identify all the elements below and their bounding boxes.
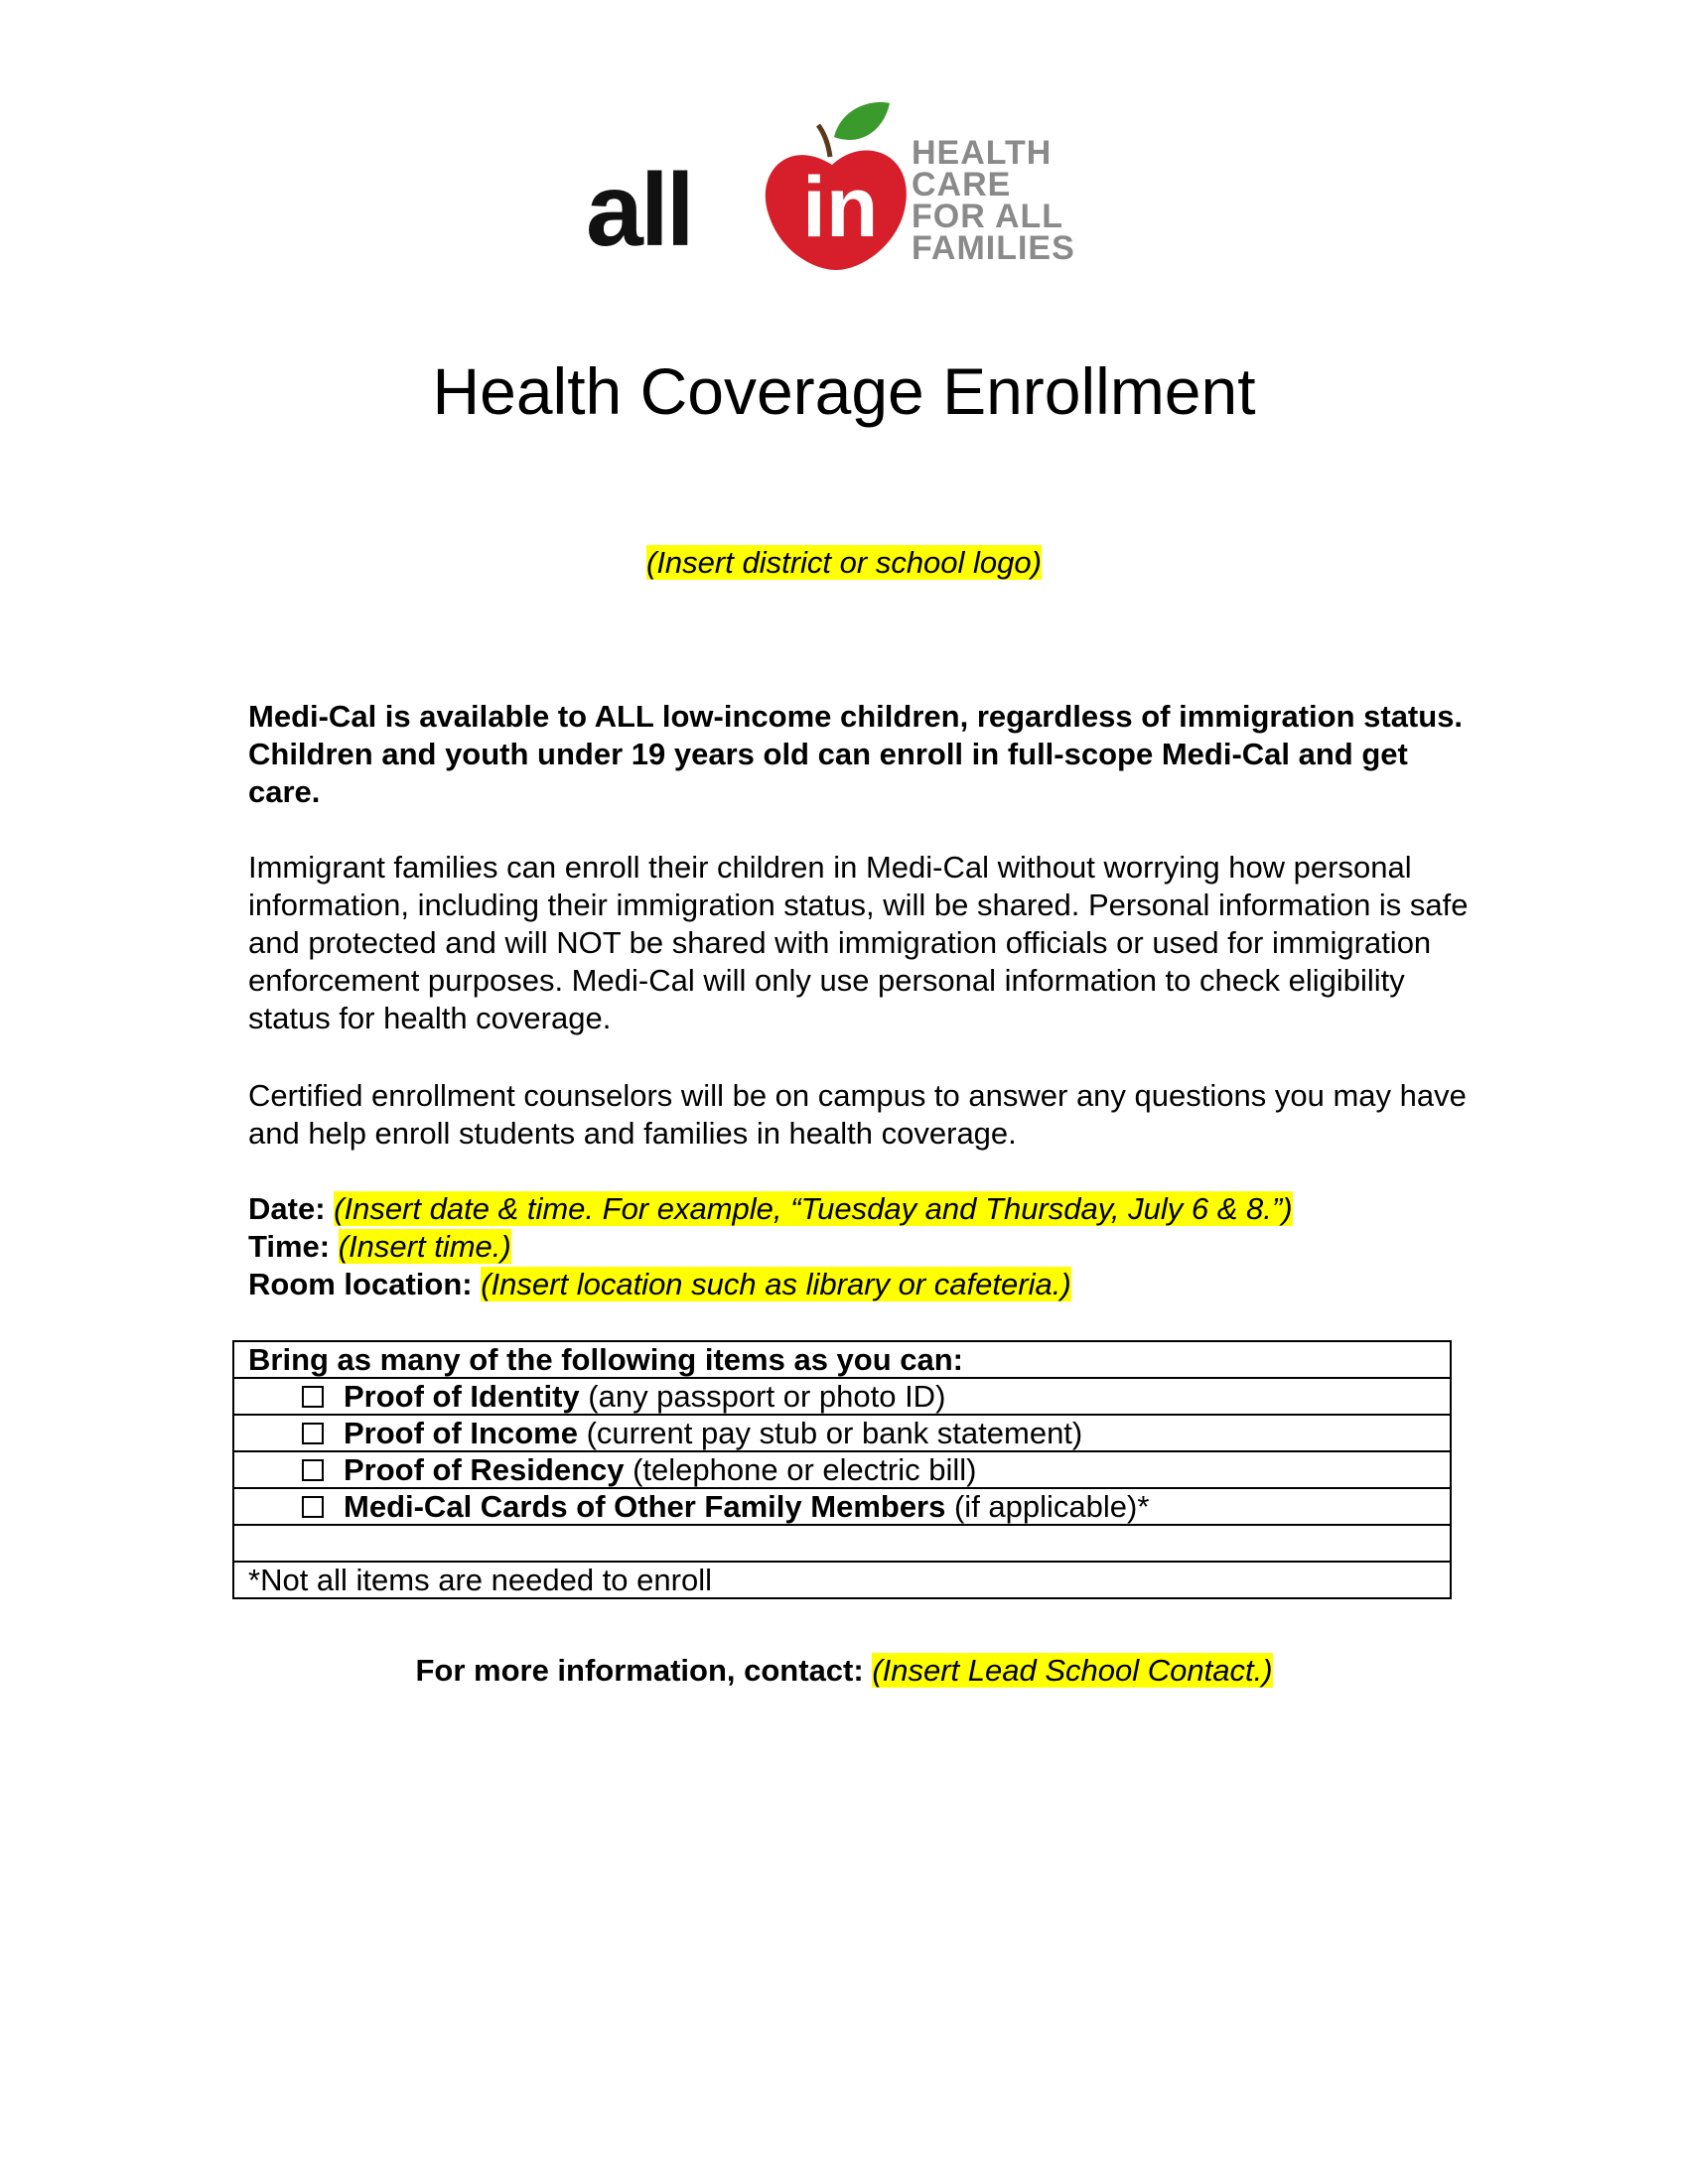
tagline-line: FAMILIES bbox=[912, 229, 1075, 267]
contact-label: For more information, contact: bbox=[415, 1653, 873, 1688]
intro-paragraph: Medi-Cal is available to ALL low-income children, regardless of immigration status. Children and youth under 19 years old can enroll in full-scope Medi-Cal and get care. bbox=[248, 699, 1464, 809]
all-in-logo bbox=[586, 95, 1102, 284]
checklist-header: Bring as many of the following items as you can: bbox=[233, 1341, 1451, 1378]
tagline-line: HEALTH bbox=[912, 134, 1053, 172]
checklist-table bbox=[232, 1340, 1452, 1599]
checkbox-icon[interactable] bbox=[302, 1423, 324, 1444]
contact-value: (Insert Lead School Contact.) bbox=[872, 1653, 1273, 1688]
item-detail: (current pay stub or bank statement) bbox=[577, 1416, 1083, 1450]
item-detail: (if applicable)* bbox=[945, 1489, 1150, 1524]
checklist-item bbox=[233, 1378, 1451, 1415]
logo-placeholder bbox=[0, 544, 1688, 582]
table-row bbox=[233, 1378, 1451, 1415]
checkbox-icon[interactable] bbox=[302, 1459, 324, 1481]
date-line bbox=[248, 1190, 1479, 1228]
table-row bbox=[233, 1415, 1451, 1451]
tagline-line: CARE bbox=[912, 166, 1012, 204]
item-detail: (any passport or photo ID) bbox=[579, 1379, 946, 1414]
counselors-paragraph: Certified enrollment counselors will be on campus to answer any questions you may have and help enroll students and families in health coverage. bbox=[248, 1078, 1467, 1151]
table-row bbox=[233, 1525, 1451, 1562]
apple-icon bbox=[745, 95, 914, 284]
item-label: Proof of Income bbox=[344, 1416, 578, 1450]
checklist-item bbox=[233, 1415, 1451, 1451]
table-row bbox=[233, 1562, 1451, 1598]
item-detail: (telephone or electric bill) bbox=[624, 1452, 977, 1487]
checklist-footnote: *Not all items are needed to enroll bbox=[233, 1562, 1451, 1598]
empty-cell bbox=[233, 1525, 1451, 1562]
logo-placeholder-text: (Insert district or school logo) bbox=[646, 545, 1042, 580]
time-label: Time: bbox=[248, 1229, 331, 1264]
checkbox-icon[interactable] bbox=[302, 1386, 324, 1408]
logo-word-in: in bbox=[802, 160, 879, 255]
table-row bbox=[233, 1341, 1451, 1378]
checklist-item bbox=[233, 1451, 1451, 1488]
room-line bbox=[248, 1266, 1479, 1303]
time-line bbox=[248, 1228, 1479, 1266]
logo-tagline bbox=[912, 134, 1075, 267]
event-details bbox=[248, 1190, 1479, 1303]
privacy-paragraph: Immigrant families can enroll their children in Medi-Cal without worrying how personal information, including their immigration status, will be shared. Personal information is safe and protected and will NOT be shared with immigration officials or used for immigration enforcement purposes. Medi-Cal will only use personal information to check eligibility status for health coverage. bbox=[248, 850, 1469, 1035]
date-label: Date: bbox=[248, 1191, 326, 1226]
table-row bbox=[233, 1451, 1451, 1488]
item-label: Proof of Residency bbox=[344, 1452, 625, 1487]
item-label: Proof of Identity bbox=[344, 1379, 580, 1414]
tagline-line: FOR ALL bbox=[912, 198, 1064, 235]
time-value: (Insert time.) bbox=[338, 1229, 511, 1264]
checklist-item bbox=[233, 1488, 1451, 1525]
table-row bbox=[233, 1488, 1451, 1525]
contact-line bbox=[0, 1652, 1688, 1690]
date-value: (Insert date & time. For example, “Tuesday and Thursday, July 6 & 8.”) bbox=[334, 1191, 1293, 1226]
item-label: Medi-Cal Cards of Other Family Members bbox=[344, 1489, 946, 1524]
room-label: Room location: bbox=[248, 1267, 473, 1301]
logo-word-all: all bbox=[586, 153, 692, 268]
page-title: Health Coverage Enrollment bbox=[432, 354, 1256, 428]
checkbox-icon[interactable] bbox=[302, 1496, 324, 1518]
room-value: (Insert location such as library or cafeteria.) bbox=[481, 1267, 1071, 1301]
